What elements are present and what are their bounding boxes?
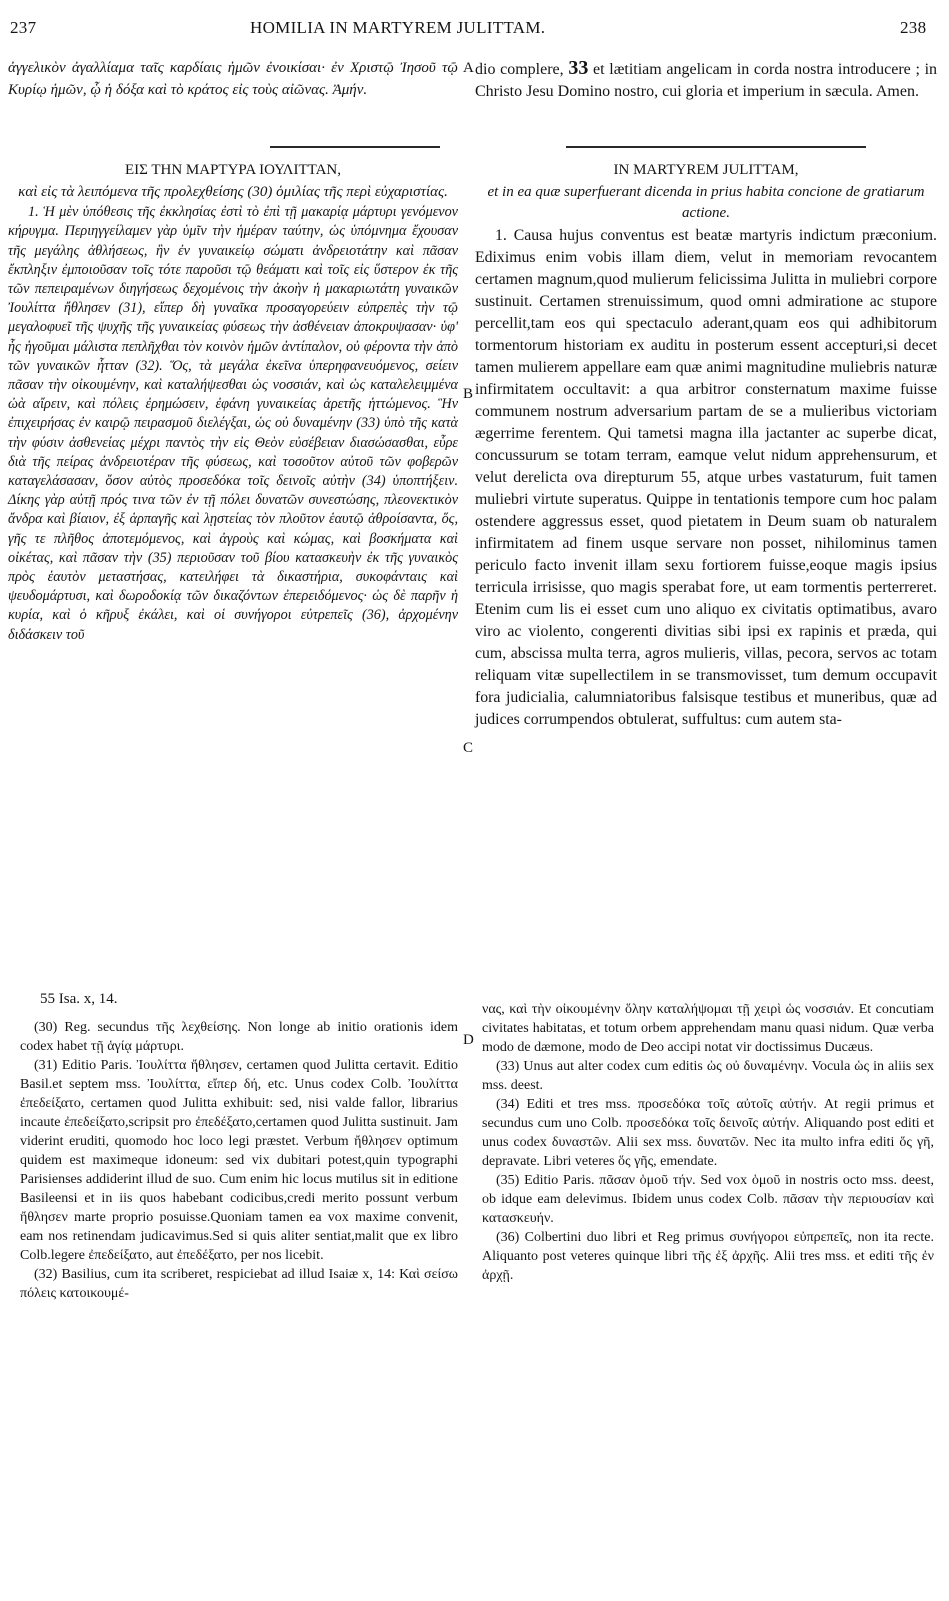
latin-body: 1. Causa hujus conventus est beatæ martyris indictum præconium. Ediximus enim vobis illam diem, velut in memoriam revocantem certamen magnum,quod mulierum felicissima Julitta in muliebri corpore sustinuit. Certamen strenuissimum, quod omni admiratione ac stupore percellit,tam eos qui spectaculo aderant,quam eos qui adhibitorum tormentorum historiam ex auditu in posterum essent accepturi,si decet tamen mulierem appellare eam quæ animi magnitudine muliebris naturæ infirmitatem occultavit: a qua arbitror consternatum maxime fuisse communem nostrum adversarium partam de se a mulieribus victoriam ægerrime ferentem. Qui tametsi magna illa jactanter ac superbe dicat, concussurum se totam terram, eamque velut nidum apprehensurum, et velut derelicta ova direpturum 55, atque urbes vastaturum, fuit tamen muliebri virtute superatus. Quippe in tentationis tempore cum hoc palam ostendere aggressus esset, quod pietatem in Deum suam ob naturalem infirmitatem ad finem usque servare non posset, nihilominus tamen periculo facto invenit illam sexu fortiorem fuisse,eoque magis ipsius terricula irrisisse, quo magis sperabat fore, ut eam tormentis perterreret. Etenim cum lis ei esset cum uno aliquo ex civitatis optimatibus, avaro viro ac violento, congerenti divitias sibi ipsi ex rapinis et præda, qui cum, abscissa multa terra, agros mulieris, villas, pecora, servos ac totam reliquam vitæ supellectilem in se transmovisset, tum demum occupavit fora judicialia, calumniatoribus falsisque testibus et muneribus, quæ ad judices corrumpendos obtulerat, suffultus: cum autem sta- xyxy=(475,226,937,728)
latin-continuation-b: et lætitiam angelicam in corda nostra introducere ; in Christo Jesu Domino nostro, cui gloria et imperium in sæcula. Amen. xyxy=(475,61,938,100)
note-35: (35) Editio Paris. πᾶσαν ὁμοῦ τήν. Sed vox ὁμοῦ in nostris octo mss. deest, ob idque eam delevimus. Ibidem unus codex Colb. πᾶσαν τὴν περιουσίαν καὶ κατασκευήν. xyxy=(482,1173,934,1226)
latin-continuation xyxy=(475,58,937,102)
note-34: (34) Editi et tres mss. προσεδόκα τοῖς αὐτοῖς αὐτήν. At regii primus et secundus cum uno Colb. προσεδόκα τοῖς δεινοῖς αὐτήν. Aliquando post editi et unus codex δυναστῶν. Alii sex mss. δυνατῶν. Nec ita multo infra editi ὅς γῆ, depravate. Libri veteres ὅς γῆς, emendate. xyxy=(482,1097,934,1169)
latin-title: IN MARTYREM JULITTAM, xyxy=(613,162,799,178)
note-33: (33) Unus aut alter codex cum editis ὡς οὐ δυναμένην. Vocula ὡς in aliis sex mss. deest. xyxy=(482,1059,934,1093)
margin-letter-b: B xyxy=(463,386,474,402)
separator-rule-left xyxy=(270,146,440,148)
note-31: (31) Editio Paris. Ἰουλίττα ἤθλησεν, certamen quod Julitta certavit. Editio Basil.et septem mss. Ἰουλίττα, εἴπερ δή, etc. Unus codex Colb. Ἰουλίττα ἐπεδείξατο, certamen quod Julitta exhibuit: sed, nisi valde fallor, librarius incaute ἐπεδείξατο,scripsit pro ἐπεδέξατο,certamen quod Julitta sustinuit. Jam viderint eruditi, quomodo hoc loco legi præstet. Verbum ἤθλησεν optimum quidem est maximeque idoneum: sed vix dubitari potest,quin typographi Parisienses addiderint illud de suo. Cum enim hic locus mutilus sit in editione Basileensi et in iis quos habebant codicibus,credi merito possunt verbum ἤθλησεν marte proprio posuisse.Quoniam tamen ea vox maxime convenit, eam nos retinendam judicavimus.Sed si quis aliter sentiat,malit que ex libro Colb.legere ἐπεδείξατο, aut ἐπεδέξατο, per nos licebit. xyxy=(20,1058,458,1263)
greek-title: ΕΙΣ ΤΗΝ ΜΑΡΤΥΡΑ ΙΟΥΛΙΤΤΑΝ, xyxy=(124,162,342,178)
margin-letter-a: A xyxy=(463,60,474,76)
notes-left xyxy=(20,1018,458,1303)
latin-subtitle: et in ea quæ superfuerant dicenda in prius habita concione de gratiarum actione. xyxy=(487,183,925,222)
footnote-55: 55 Isa. x, 14. xyxy=(40,991,118,1007)
separator-rule-right xyxy=(566,146,866,148)
note-32-cont: νας, καὶ τὴν οἰκουμένην ὅλην καταλήψομαι τῇ χειρὶ ὡς νοσσιάν. Et concutiam civitates habitatas, et totum orbem apprehendam manu quasi nidum. Quæ verba modo de dæmone, modo de Deo accipi notat vir doctissimus Ducæus. xyxy=(482,1002,934,1055)
column-number-33: 33 xyxy=(568,57,589,79)
page-number-left: 237 xyxy=(10,18,37,37)
latin-continuation-a: dio complere, xyxy=(475,61,564,78)
greek-continuation: ἀγγελικὸν ἀγαλλίαμα ταῖς καρδίαις ἡμῶν ἐνοικίσαι· ἐν Χριστῷ Ἰησοῦ τῷ Κυρίῳ ἡμῶν, ᾧ ἡ δόξα καὶ τὸ κράτος εἰς τοὺς αἰῶνας. Ἀμήν. xyxy=(8,60,458,98)
notes-right xyxy=(482,1000,934,1285)
note-36: (36) Colbertini duo libri et Reg primus συνήγοροι εὐπρεπεῖς, non ita recte. Aliquanto post veteres quinque libri τῆς ἐξ ἀρχῆς. Alii tres mss. et editi τῆς ἐν ἀρχῇ. xyxy=(482,1230,934,1283)
greek-subtitle: καὶ εἰς τὰ λειπόμενα τῆς προλεχθείσης (30) ὁμιλίας τῆς περὶ εὐχαριστίας. xyxy=(18,183,448,200)
greek-column xyxy=(8,160,458,645)
latin-column xyxy=(475,160,937,731)
margin-letter-c: C xyxy=(463,740,474,756)
note-30: (30) Reg. secundus τῆς λεχθείσης. Non longe ab initio orationis idem codex habet τῇ ἁγίᾳ μάρτυρι. xyxy=(20,1020,458,1054)
running-title: HOMILIA IN MARTYREM JULITTAM. xyxy=(250,18,546,37)
note-32: (32) Basilius, cum ita scriberet, respiciebat ad illud Isaiæ x, 14: Καὶ σείσω πόλεις κατοικουμέ- xyxy=(20,1267,458,1301)
page-number-right: 238 xyxy=(900,18,927,37)
margin-letter-d: D xyxy=(463,1032,474,1048)
greek-body: 1. Ἡ μὲν ὑπόθεσις τῆς ἐκκλησίας ἐστὶ τὸ ἐπὶ τῇ μακαρίᾳ μάρτυρι γενόμενον κήρυγμα. Περιηγγείλαμεν γὰρ ὑμῖν τὴν ἡμέραν ταύτην, ὡς ὑπόμνημα ἔχουσαν τῆς μεγάλης ἀθλήσεως, ἣν ἐν γυναικείῳ σώματι ἀνδρειοτάτην καὶ πᾶσαν ἔκπληξιν ἐμποιοῦσαν τοῖς τότε παροῦσι τῷ θεάματι καὶ τοῖς εἰς ὕστερον ἐκ τῆς τῶν πεπειραμένων διηγήσεως δεχομένοις τὴν ἀκοὴν ἡ μακαριωτάτη γυναικῶν Ἰουλίττα ἤθλησεν (31), εἴπερ δὴ γυναῖκα προσαγορεύειν εὐπρεπὲς τὴν τῷ μεγαλοφυεῖ τῆς ψυχῆς τῆς γυναικείας φύσεως τὴν ἀσθένειαν ἀποκρυψασαν· ὑφ' ἧς ἡγοῦμαι μάλιστα πεπλῆχθαι τὸν κοινὸν ἡμῶν ἀντίπαλον, οὐ φέροντα τὴν ἀπὸ τῶν γυναικῶν ἧτταν (32). Ὅς, τὰ μεγάλα ἐκεῖνα ὑπερηφανευόμενος, σείειν πᾶσαν τὴν οἰκουμένην, καὶ καταλήψεσθαι ὡς νοσσιάν, καὶ ὡς καταλελειμμένα ὠὰ αἴρειν, καὶ πόλεις ἐρημώσειν, ἐφάνη γυναικείας ἀρετῆς ἡττώμενος. Ἣν ἐπιχειρήσας ἐν καιρῷ πειρασμοῦ διελέγξαι, ὡς οὐ δυναμένην (33) ὑπὸ τῆς κατὰ τὴν φύσιν ἀσθενείας μέχρι παντὸς τὴν εἰς Θεὸν εὐσέβειαν διασώσασθαι, εὗρε διὰ τῆς πείρας ἀνδρειοτέραν τῆς φύσεως, καὶ τοσοῦτον αὐτοῦ τῶν φοβερῶν καταγελάσασαν, ὅσον αὐτὸς προσεδόκα τοῖς δεινοῖς αὐτὴν (34) ὑποπτήξειν. Δίκης γὰρ αὐτῇ πρός τινα τῶν ἐν τῇ πόλει δυνατῶν συνεστώσης, πλεονεκτικὸν ἄνδρα καὶ βίαιον, ἐξ ἁρπαγῆς καὶ λῃστείας τὸν πλοῦτον ἑαυτῷ ἀθροίσαντα, ὅς, γῆς τε πλῆθος ἀποτεμόμενος, καὶ ἀγροὺς καὶ κώμας, καὶ βοσκήματα καὶ οἰκέτας, καὶ πᾶσαν τὴν (35) περιοῦσαν τοῦ βίου κατασκευὴν ἐκ τῆς γυναικὸς πρὸς ἑαυτὸν μεταστήσας, κατειλήφει τὰ δικαστήρια, συκοφάνταις καὶ ψευδομάρτυσι, καὶ δωροδοκίᾳ τῶν δικαζόντων ἐπερειδόμενος· ὡς δὲ παρῆν ἡ κυρία, καὶ ὁ κῆρυξ ἐκάλει, καὶ οἱ συνήγοροι εὐτρεπεῖς (36), ἀρχομένην διδάσκειν τοῦ xyxy=(8,204,458,643)
